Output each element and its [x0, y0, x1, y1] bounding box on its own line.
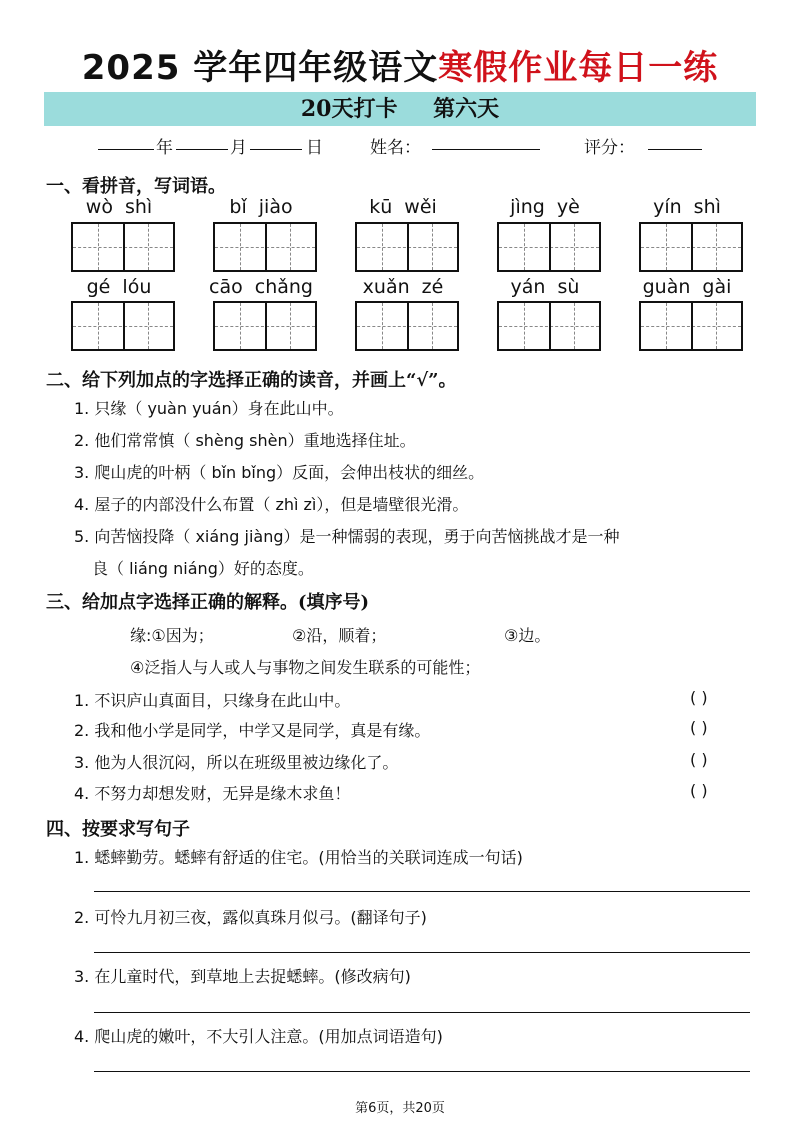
- answer-line[interactable]: [94, 891, 750, 892]
- answer-line[interactable]: [94, 1071, 750, 1072]
- question-item: 4. 不努力却想发财，无异是缘木求鱼！: [74, 784, 351, 803]
- pinyin-label: yán sù: [510, 276, 580, 298]
- pinyin-label: gé lóu: [86, 276, 152, 298]
- definition-1: 缘:①因为；: [130, 626, 214, 645]
- question-item: 1. 只缘（ yuàn yuán）身在此山中。: [74, 399, 344, 418]
- day-banner: 20天打卡 第六天: [44, 92, 756, 126]
- title-part1: 2025 学年四年级语文: [81, 48, 439, 88]
- score-label: 评分：: [584, 138, 635, 158]
- writing-box[interactable]: [213, 222, 317, 272]
- question-item: 1. 蟋蟀勤劳。蟋蟀有舒适的住宅。(用恰当的关联词连成一句话): [74, 848, 523, 867]
- pinyin-label: yín shì: [653, 196, 721, 218]
- year-blank[interactable]: [98, 133, 154, 150]
- writing-box[interactable]: [497, 301, 601, 351]
- page-title: [0, 40, 800, 89]
- question-item-continued: 良（ liáng niáng）好的态度。: [92, 559, 314, 578]
- year-label: 年: [156, 138, 173, 158]
- definition-2: ②沿，顺着；: [292, 626, 387, 645]
- writing-box[interactable]: [355, 301, 459, 351]
- question-item: 3. 在儿童时代，到草地上去捉蟋蟀。(修改病句): [74, 967, 411, 986]
- score-blank[interactable]: [648, 133, 702, 150]
- day-label: 日: [306, 138, 323, 158]
- section-2-title: 二、给下列加点的字选择正确的读音，并画上“√”。: [46, 370, 457, 391]
- title-part2: 寒假作业每日一练: [438, 48, 719, 88]
- pinyin-label: kū wěi: [369, 196, 437, 218]
- writing-box[interactable]: [497, 222, 601, 272]
- writing-box[interactable]: [71, 222, 175, 272]
- pinyin-label: cāo chǎng: [209, 276, 313, 298]
- question-item: 3. 爬山虎的叶柄（ bǐn bǐng）反面，会伸出枝状的细丝。: [74, 463, 485, 482]
- pinyin-label: xuǎn zé: [362, 276, 444, 298]
- writing-box[interactable]: [213, 301, 317, 351]
- answer-line[interactable]: [94, 1012, 750, 1013]
- pinyin-label: bǐ jiào: [229, 196, 293, 218]
- question-item: 2. 他们常常慎（ shèng shèn）重地选择住址。: [74, 431, 416, 450]
- question-item: 4. 屋子的内部没什么布置（ zhì zì），但是墙壁很光滑。: [74, 495, 469, 514]
- month-label: 月: [230, 138, 247, 158]
- question-item: 4. 爬山虎的嫩叶，不大引人注意。(用加点词语造句): [74, 1027, 443, 1046]
- answer-parentheses[interactable]: ( ): [690, 688, 708, 707]
- pinyin-label: guàn gài: [642, 276, 732, 298]
- writing-box[interactable]: [639, 301, 743, 351]
- name-blank[interactable]: [432, 133, 540, 150]
- definition-4: ④泛指人与人或人与事物之间发生联系的可能性；: [130, 658, 481, 677]
- answer-parentheses[interactable]: ( ): [690, 718, 708, 737]
- section-3-title: 三、给加点字选择正确的解释。(填序号): [46, 592, 370, 613]
- pinyin-label: wò shì: [85, 196, 153, 218]
- pinyin-label: jìng yè: [510, 196, 580, 218]
- page-number: 第6页，共20页: [355, 1101, 445, 1116]
- writing-box[interactable]: [71, 301, 175, 351]
- section-4-title: 四、按要求写句子: [46, 819, 190, 840]
- month-blank[interactable]: [176, 133, 228, 150]
- answer-parentheses[interactable]: ( ): [690, 750, 708, 769]
- section-1-title: 一、看拼音，写词语。: [46, 176, 226, 197]
- question-item: 3. 他为人很沉闷，所以在班级里被边缘化了。: [74, 753, 399, 772]
- day-blank[interactable]: [250, 133, 302, 150]
- question-item: 2. 可怜九月初三夜，露似真珠月似弓。(翻译句子): [74, 908, 427, 927]
- writing-box[interactable]: [639, 222, 743, 272]
- writing-box[interactable]: [355, 222, 459, 272]
- name-label: 姓名：: [370, 138, 421, 158]
- answer-parentheses[interactable]: ( ): [690, 781, 708, 800]
- question-item: 5. 向苦恼投降（ xiáng jiàng）是一种懦弱的表现，勇于向苦恼挑战才是一种: [74, 527, 620, 546]
- answer-line[interactable]: [94, 952, 750, 953]
- question-item: 1. 不识庐山真面目，只缘身在此山中。: [74, 691, 351, 710]
- question-item: 2. 我和他小学是同学，中学又是同学，真是有缘。: [74, 721, 431, 740]
- definition-3: ③边。: [504, 626, 551, 645]
